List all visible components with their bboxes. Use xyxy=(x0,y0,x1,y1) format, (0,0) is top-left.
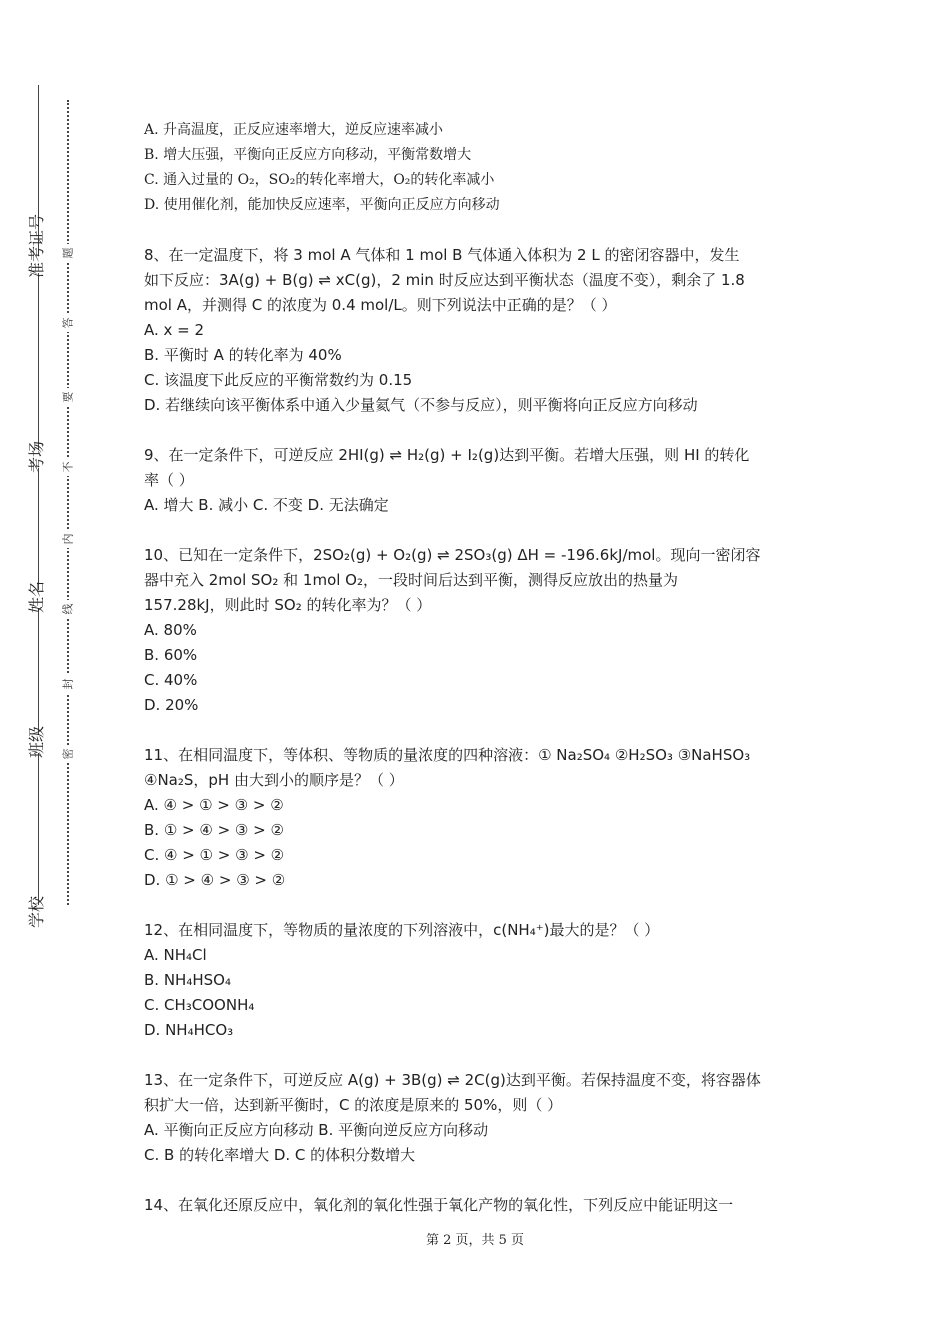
seal-char: 线 xyxy=(59,600,77,618)
option-line: C. CH₃COONH₄ xyxy=(144,996,255,1014)
question-stem-line: 积扩大一倍，达到新平衡时，C 的浓度是原来的 50%，则（ ） xyxy=(144,1096,563,1114)
prev-question-options xyxy=(144,118,824,218)
seal-char: 密 xyxy=(59,745,77,763)
seal-char: 要 xyxy=(59,388,77,406)
option-line: D. NH₄HCO₃ xyxy=(144,1021,234,1039)
field-exam-room-label: 考场 xyxy=(24,450,52,468)
option-line: B. 增大压强，平衡向正反应方向移动，平衡常数增大 xyxy=(144,147,472,163)
question-content xyxy=(144,118,824,1218)
question-stem-line: 14、在氧化还原反应中，氧化剂的氧化性强于氧化产物的氧化性，下列反应中能证明这一 xyxy=(144,1196,734,1214)
field-school-label: 学校 xyxy=(24,905,52,923)
option-line: B. 平衡时 A 的转化率为 40% xyxy=(144,346,342,364)
binding-solid-line xyxy=(38,85,39,920)
question-stem-line: 157.28kJ，则此时 SO₂ 的转化率为？（ ） xyxy=(144,596,432,614)
seal-char: 封 xyxy=(59,675,77,693)
question-9 xyxy=(144,443,824,518)
question-13 xyxy=(144,1068,824,1168)
option-line: A. 平衡向正反应方向移动 B. 平衡向逆反应方向移动 xyxy=(144,1121,489,1139)
question-8 xyxy=(144,243,824,418)
question-stem-line: 率（ ） xyxy=(144,471,194,489)
question-stem-line: 8、在一定温度下，将 3 mol A 气体和 1 mol B 气体通入体积为 2 L 的密闭容器中，发生 xyxy=(144,246,740,264)
option-line: B. NH₄HSO₄ xyxy=(144,971,231,989)
option-line: D. 20% xyxy=(144,696,199,714)
seal-char: 题 xyxy=(59,244,77,262)
field-name-label: 姓名 xyxy=(24,590,52,608)
option-line: C. ④ > ① > ③ > ② xyxy=(144,846,285,864)
option-line: A. x = 2 xyxy=(144,321,205,339)
question-stem-line: mol A，并测得 C 的浓度为 0.4 mol/L。则下列说法中正确的是？（ ） xyxy=(144,296,617,314)
option-line: C. 该温度下此反应的平衡常数约为 0.15 xyxy=(144,371,413,389)
binding-margin xyxy=(18,80,48,940)
page-number: 第 2 页，共 5 页 xyxy=(425,1233,525,1248)
question-stem-line: 11、在相同温度下，等体积、等物质的量浓度的四种溶液：① Na₂SO₄ ②H₂SO₃ ③NaHSO₃ xyxy=(144,746,751,764)
question-12 xyxy=(144,918,824,1043)
question-stem-line: 如下反应：3A(g) + B(g) ⇌ xC(g)，2 min 时反应达到平衡状态（温度不变），剩余了 1.8 xyxy=(144,271,745,289)
field-class-label: 班级 xyxy=(24,735,52,753)
option-line: A. 升高温度，正反应速率增大，逆反应速率减小 xyxy=(144,122,444,138)
option-line: A. 80% xyxy=(144,621,197,639)
question-stem-line: 12、在相同温度下，等物质的量浓度的下列溶液中，c(NH₄⁺)最大的是？（ ） xyxy=(144,921,660,939)
question-stem-line: 10、已知在一定条件下，2SO₂(g) + O₂(g) ⇌ 2SO₃(g) ΔH = -196.6kJ/mol。现向一密闭容 xyxy=(144,546,761,564)
question-10 xyxy=(144,543,824,718)
seal-dotted-line xyxy=(67,100,69,905)
option-line: A. 增大 B. 减小 C. 不变 D. 无法确定 xyxy=(144,496,389,514)
seal-char: 内 xyxy=(59,530,77,548)
option-line: B. ① > ④ > ③ > ② xyxy=(144,821,284,839)
option-line: C. 通入过量的 O₂，SO₂的转化率增大，O₂的转化率减小 xyxy=(144,172,495,188)
option-line: A. NH₄Cl xyxy=(144,946,207,964)
option-line: D. 使用催化剂，能加快反应速率，平衡向正反应方向移动 xyxy=(144,197,500,213)
question-stem-line: 9、在一定条件下，可逆反应 2HI(g) ⇌ H₂(g) + I₂(g)达到平衡。若增大压强，则 HI 的转化 xyxy=(144,446,750,464)
seal-char: 答 xyxy=(59,314,77,332)
option-line: B. 60% xyxy=(144,646,198,664)
option-line: C. 40% xyxy=(144,671,198,689)
question-stem-line: 13、在一定条件下，可逆反应 A(g) + 3B(g) ⇌ 2C(g)达到平衡。若保持温度不变，将容器体 xyxy=(144,1071,761,1089)
seal-char: 不 xyxy=(59,458,77,476)
option-line: C. B 的转化率增大 D. C 的体积分数增大 xyxy=(144,1146,416,1164)
field-exam-id-label: 准考证号 xyxy=(24,255,52,273)
option-line: D. 若继续向该平衡体系中通入少量氦气（不参与反应），则平衡将向正反应方向移动 xyxy=(144,396,698,414)
question-14 xyxy=(144,1193,824,1218)
question-11 xyxy=(144,743,824,893)
question-stem-line: ④Na₂S，pH 由大到小的顺序是？（ ） xyxy=(144,771,404,789)
question-stem-line: 器中充入 2mol SO₂ 和 1mol O₂，一段时间后达到平衡，测得反应放出的热量为 xyxy=(144,571,679,589)
option-line: A. ④ > ① > ③ > ② xyxy=(144,796,284,814)
option-line: D. ① > ④ > ③ > ② xyxy=(144,871,286,889)
